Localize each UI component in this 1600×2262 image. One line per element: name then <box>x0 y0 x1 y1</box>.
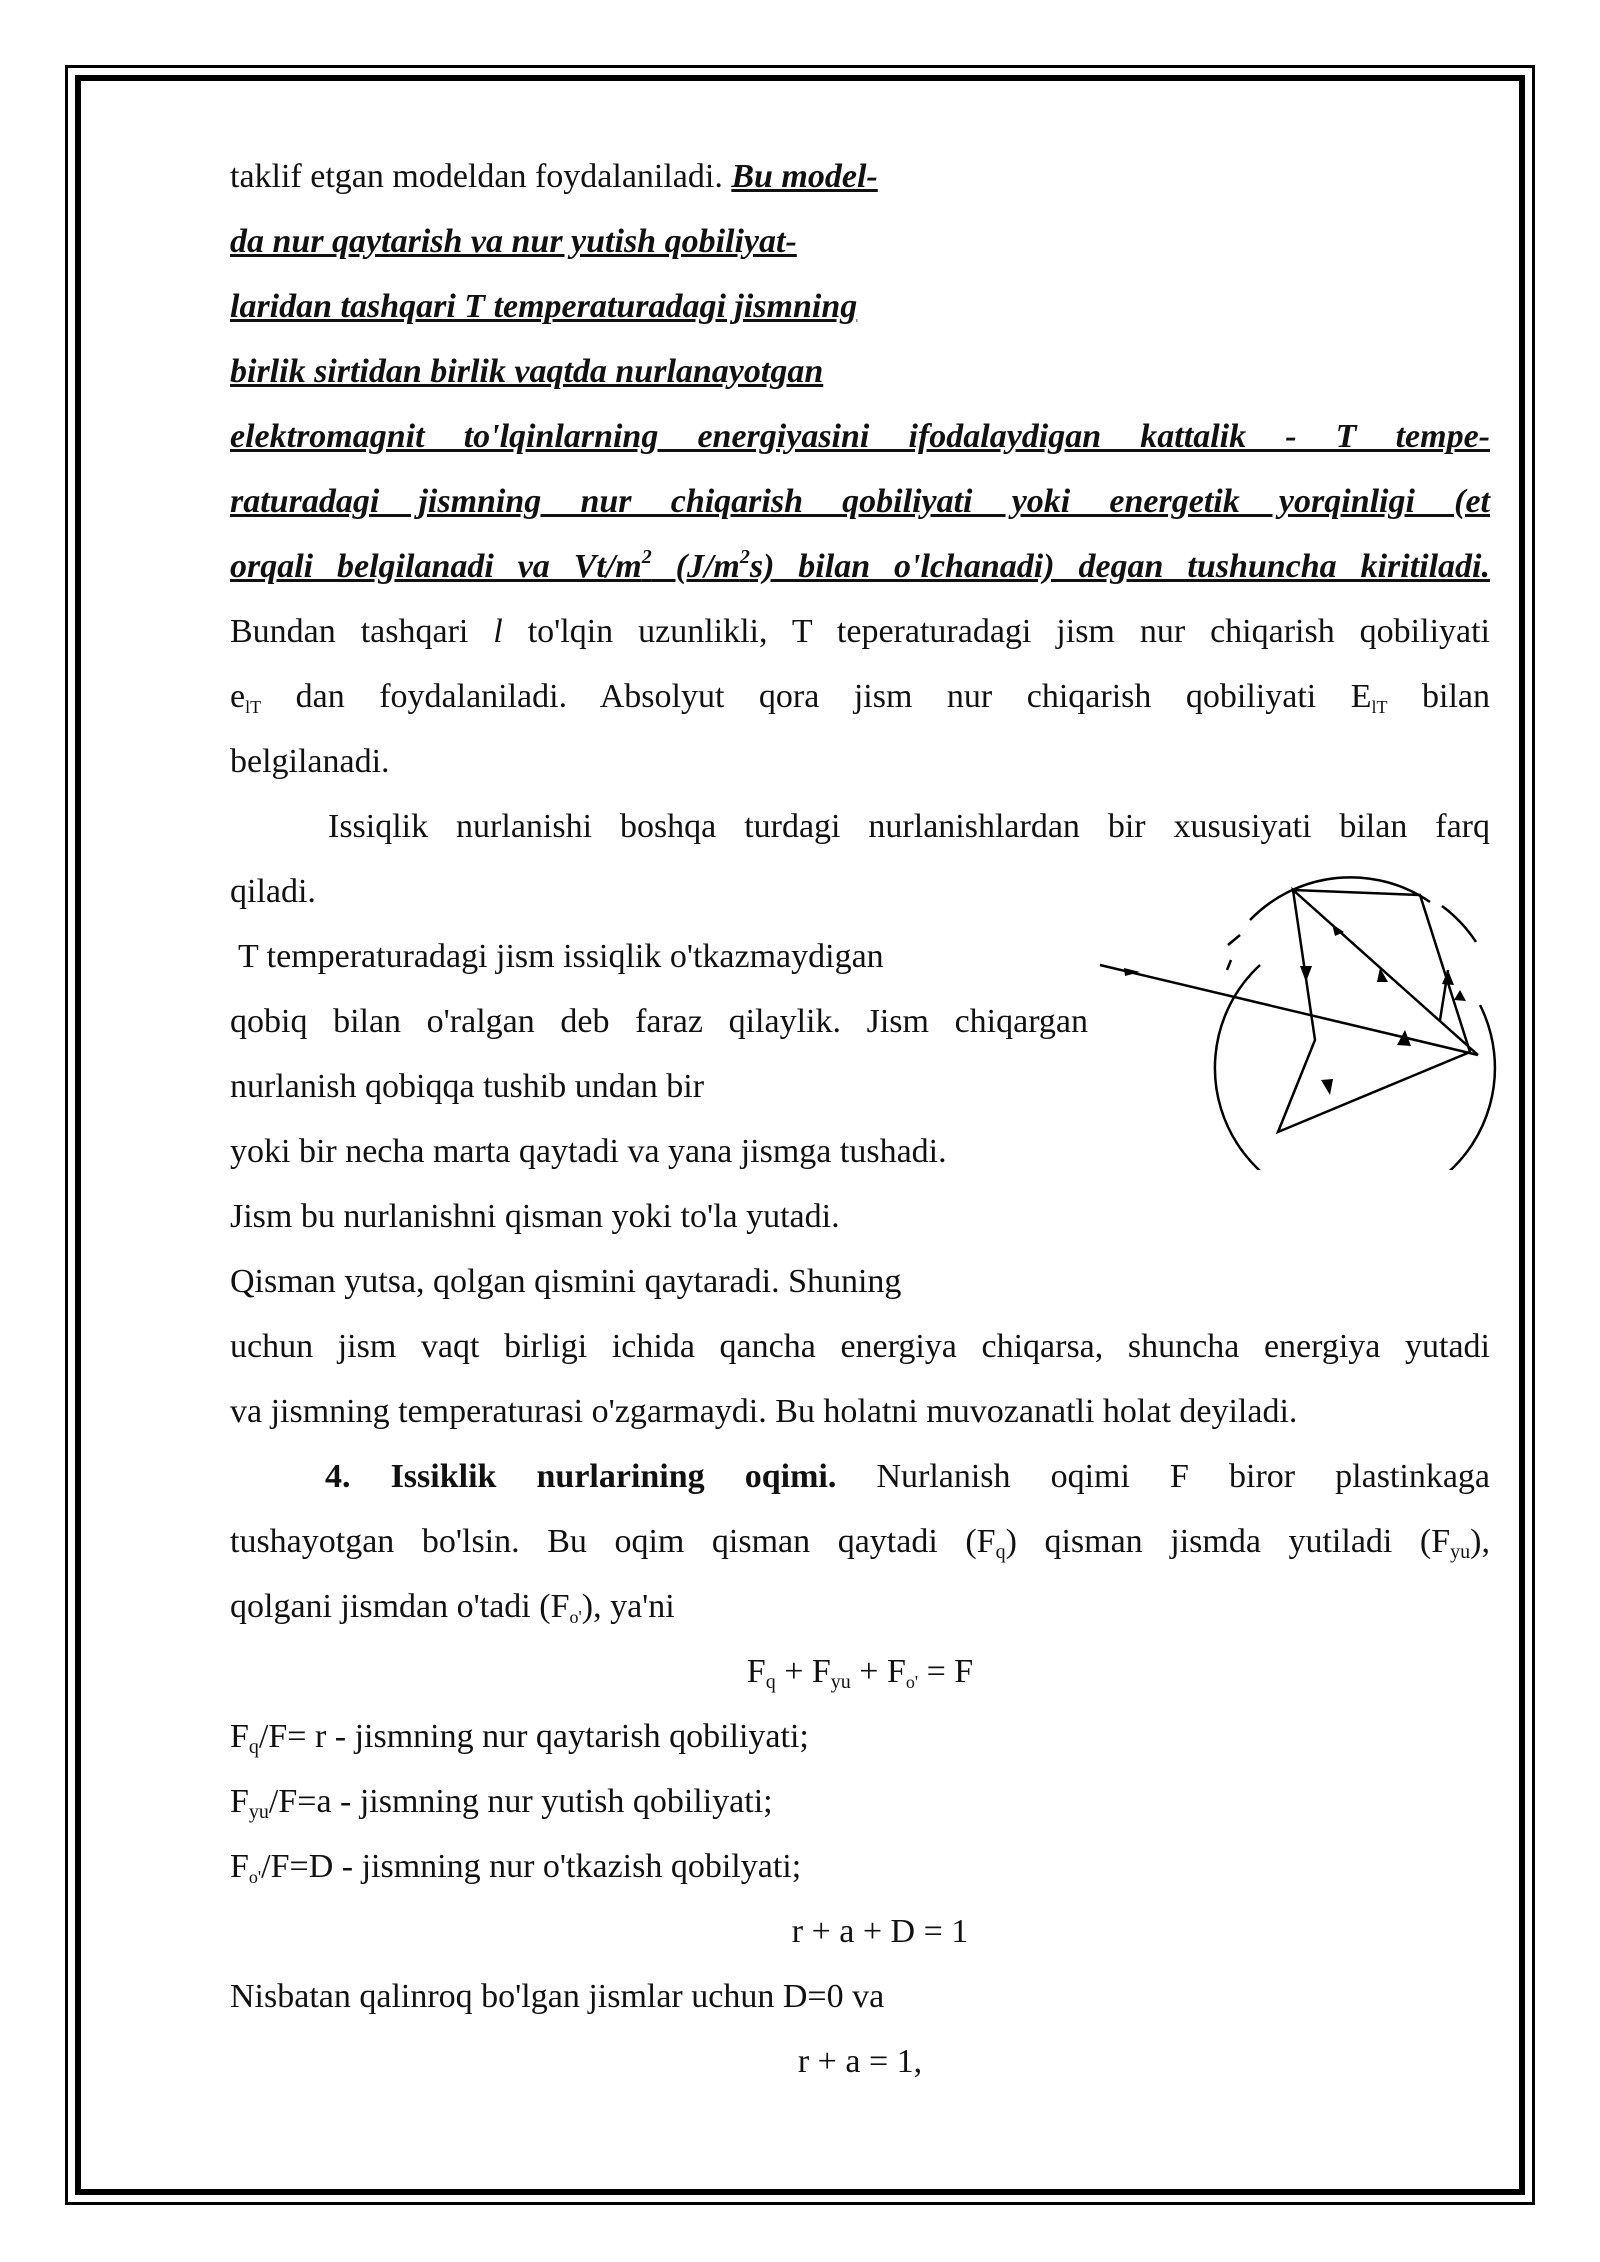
subscript: yu <box>830 1671 851 1693</box>
text-line-15: nurlanish qobiqqa tushib undan bir <box>230 1068 705 1105</box>
text-line-27: Nisbatan qalinroq bo'lgan jismlar uchun D=0 va <box>230 1978 885 2015</box>
eq-part: + F <box>850 1653 906 1690</box>
section-heading-line <box>325 1456 1490 1498</box>
text-span: tushayotgan bo'lsin. Bu oqim qisman qaytadi (F <box>230 1523 996 1560</box>
text-line-8 <box>230 611 1490 653</box>
text-line-12: qiladi. <box>230 873 316 910</box>
definition-reflection <box>230 1716 1490 1758</box>
subscript: o' <box>569 1607 582 1627</box>
equation-r-a: r + a = 1, <box>797 2043 923 2080</box>
text-span: F <box>230 1718 249 1755</box>
eq-part: + F <box>775 1653 831 1690</box>
definition-line-7 <box>230 546 1490 588</box>
text-line-13: T temperaturadagi jism issiqlik o'tkazmaydigan <box>238 938 884 975</box>
text-span: (J/m <box>651 548 740 585</box>
shell-tick <box>1227 960 1231 970</box>
subscript: lT <box>1371 697 1388 717</box>
superscript: 2 <box>641 546 652 568</box>
text-span: dan foydalaniladi. Absolyut qora jism nur chiqarish qobiliyati E <box>295 678 1372 715</box>
incident-ray <box>1100 965 1478 1055</box>
definition-line-5: elektromagnit to'lqinlarning energiyasini ifodalaydigan kattalik - T tempe- <box>230 418 1490 455</box>
subscript: o' <box>905 1672 919 1692</box>
subscript: q <box>995 1541 1006 1563</box>
text-line-22 <box>230 1521 1490 1563</box>
text-span: orqali belgilanadi va Vt/m <box>230 548 642 585</box>
text-line-17: Jism bu nurlanishni qisman yoki to'la yutadi. <box>230 1198 840 1235</box>
subscript: yu <box>248 1801 269 1823</box>
arrowheads <box>1124 924 1466 1095</box>
shell-circle-upper <box>1250 877 1430 920</box>
equation-r-a-d: r + a + D = 1 <box>791 1913 969 1950</box>
arrow-icon <box>1454 990 1466 1001</box>
text-line-19: uchun jism vaqt birligi ichida qancha energiya chiqarsa, shuncha energiya yutadi <box>230 1328 1490 1365</box>
definition-line-2: da nur qaytarish va nur yutish qobiliyat- <box>230 223 797 260</box>
text-span: ), <box>1470 1523 1490 1560</box>
text-span: bilan <box>1422 678 1491 715</box>
shell-tick <box>1228 935 1240 945</box>
text-span: /F=a - jismning nur yutish qobiliyati; <box>268 1783 773 1820</box>
definition-text: Bu model- <box>731 158 878 195</box>
text-span: e <box>230 678 246 715</box>
text-line-16: yoki bir necha marta qaytadi va yana jismga tushadi. <box>230 1133 947 1170</box>
text-span: s) bilan o'lchanadi) degan tushuncha kiritiladi. <box>749 548 1490 585</box>
reflected-ray-path <box>1278 890 1478 1132</box>
text-span: /F= r - jismning nur qaytarish qobiliyati; <box>258 1718 809 1755</box>
text-line-10: belgilanadi. <box>230 743 390 780</box>
arrow-icon <box>1300 966 1312 982</box>
section-heading: 4. Issiklik nurlarining oqimi. <box>325 1458 837 1495</box>
subscript: lT <box>245 697 262 717</box>
definition-absorption <box>230 1781 1490 1823</box>
superscript: 2 <box>739 546 750 568</box>
text-span: Bundan tashqari <box>230 613 469 650</box>
subscript: q <box>765 1671 776 1693</box>
reflection-diagram <box>1080 870 1510 1170</box>
definition-line-4: birlik sirtidan birlik vaqtda nurlanayotgan <box>230 353 824 390</box>
text-line-1 <box>230 156 1490 198</box>
text-span: to'lqin uzunlikli, T teperaturadagi jism nur chiqarish qobiliyati <box>527 613 1490 650</box>
text-span: qolgani jismdan o'tadi (F <box>230 1588 570 1625</box>
text-span: Nurlanish oqimi F biror plastinkaga <box>876 1458 1490 1495</box>
arrow-icon <box>1321 1079 1333 1095</box>
equation-flux-sum <box>230 1651 1490 1693</box>
text-line-18: Qisman yutsa, qolgan qismini qaytaradi. Shuning <box>230 1263 902 1300</box>
eq-part: = F <box>918 1653 974 1690</box>
definition-line-6: raturadagi jismning nur chiqarish qobiliyati yoki energetik yorqinligi (et <box>230 483 1490 520</box>
eq-part: F <box>746 1653 766 1690</box>
text-line-14: qobiq bilan o'ralgan deb faraz qilaylik. Jism chiqargan <box>230 1003 1088 1040</box>
text-span: ), ya'ni <box>581 1588 675 1625</box>
text-span: taklif etgan modeldan foydalaniladi. <box>230 158 723 195</box>
lambda-symbol: l <box>493 613 503 650</box>
text-line-23 <box>230 1586 1490 1628</box>
shell-circle-right <box>1442 906 1476 942</box>
text-span: F <box>230 1783 249 1820</box>
definition-line-3: laridan tashqari T temperaturadagi jismning <box>230 288 858 325</box>
subscript: o' <box>248 1867 262 1887</box>
subscript: q <box>248 1736 259 1758</box>
definition-transmission <box>230 1846 1490 1888</box>
text-line-9 <box>230 676 1490 718</box>
subscript: yu <box>1450 1541 1471 1563</box>
paragraph-heat-radiation: Issiqlik nurlanishi boshqa turdagi nurlanishlardan bir xususiyati bilan farq <box>328 808 1490 845</box>
text-span: ) qisman jismda yutiladi (F <box>1005 1523 1451 1560</box>
text-line-20: va jismning temperaturasi o'zgarmaydi. Bu holatni muvozanatli holat deyiladi. <box>230 1393 1298 1430</box>
text-span: F <box>230 1848 249 1885</box>
text-span: /F=D - jismning nur o'tkazish qobilyati; <box>261 1848 802 1885</box>
